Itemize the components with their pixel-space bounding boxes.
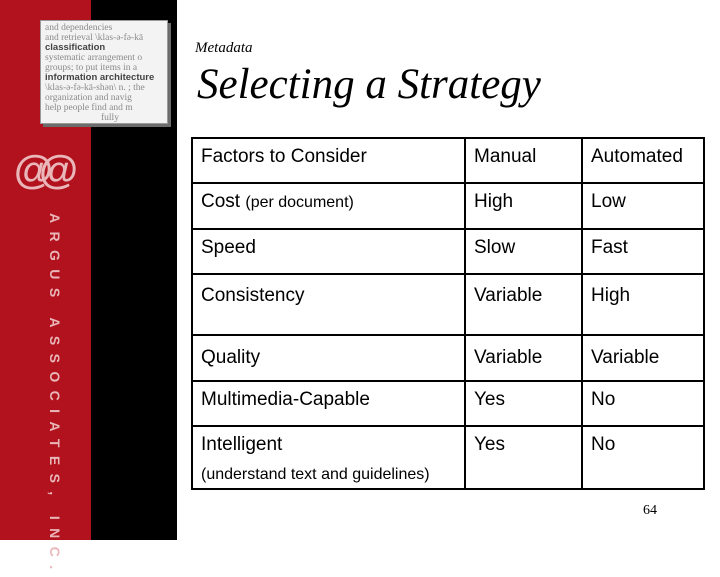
automated-cell: Fast [582,229,704,274]
thumbnail-line: and dependencies [45,23,113,33]
automated-cell: No [582,426,704,489]
table-row [192,229,704,274]
manual-cell: Yes [465,381,582,426]
factor-label: Intelligent [201,434,283,455]
at-logo-icon: @@ [14,148,65,192]
factor-cell: Consistency [192,274,465,335]
factor-cell: Speed [192,229,465,274]
manual-cell: High [465,183,582,229]
automated-cell: Variable [582,335,704,381]
manual-cell: Yes [465,426,582,489]
section-subtitle: Metadata [195,40,253,56]
factor-cell [192,426,465,489]
thumbnail-line: groups; to put items in a [45,63,138,73]
strategy-comparison-table [191,137,705,490]
factor-label: Cost [201,191,246,212]
table-row [192,426,704,489]
thumbnail-line: systematic arrangement o [45,53,143,63]
header-cell: Manual [465,138,582,183]
factor-qualifier: (per document) [245,194,354,211]
automated-cell: High [582,274,704,335]
table-row [192,183,704,229]
slide-title: Selecting a Strategy [197,61,541,108]
automated-cell: No [582,381,704,426]
automated-cell: Low [582,183,704,229]
manual-cell: Variable [465,335,582,381]
thumbnail-line: and retrieval \klas-ə-fə-kā [45,33,144,43]
header-cell: Automated [582,138,704,183]
table-row [192,381,704,426]
manual-cell: Slow [465,229,582,274]
factor-cell: Quality [192,335,465,381]
header-cell: Factors to Consider [192,138,465,183]
thumbnail-line: classification [45,42,106,53]
company-name-vertical: ARGUS ASSOCIATES, INC. [47,213,63,577]
thumbnail-line: fully [101,113,119,123]
factor-cell: Multimedia-Capable [192,381,465,426]
page-number: 64 [643,503,657,518]
table-row [192,335,704,381]
factor-note: (understand text and guidelines) [201,466,430,483]
thumbnail-line: information architecture [45,72,155,83]
thumbnail-line: help people find and m [45,103,133,113]
thumbnail-line: organization and navig [45,93,132,103]
table-header-row [192,138,704,183]
table-row [192,274,704,335]
factor-cell [192,183,465,229]
manual-cell: Variable [465,274,582,335]
logo-thumbnail-image [40,20,168,124]
thumbnail-line: \klas-ə-fə-kā-shən\ n. ; the [45,83,145,93]
